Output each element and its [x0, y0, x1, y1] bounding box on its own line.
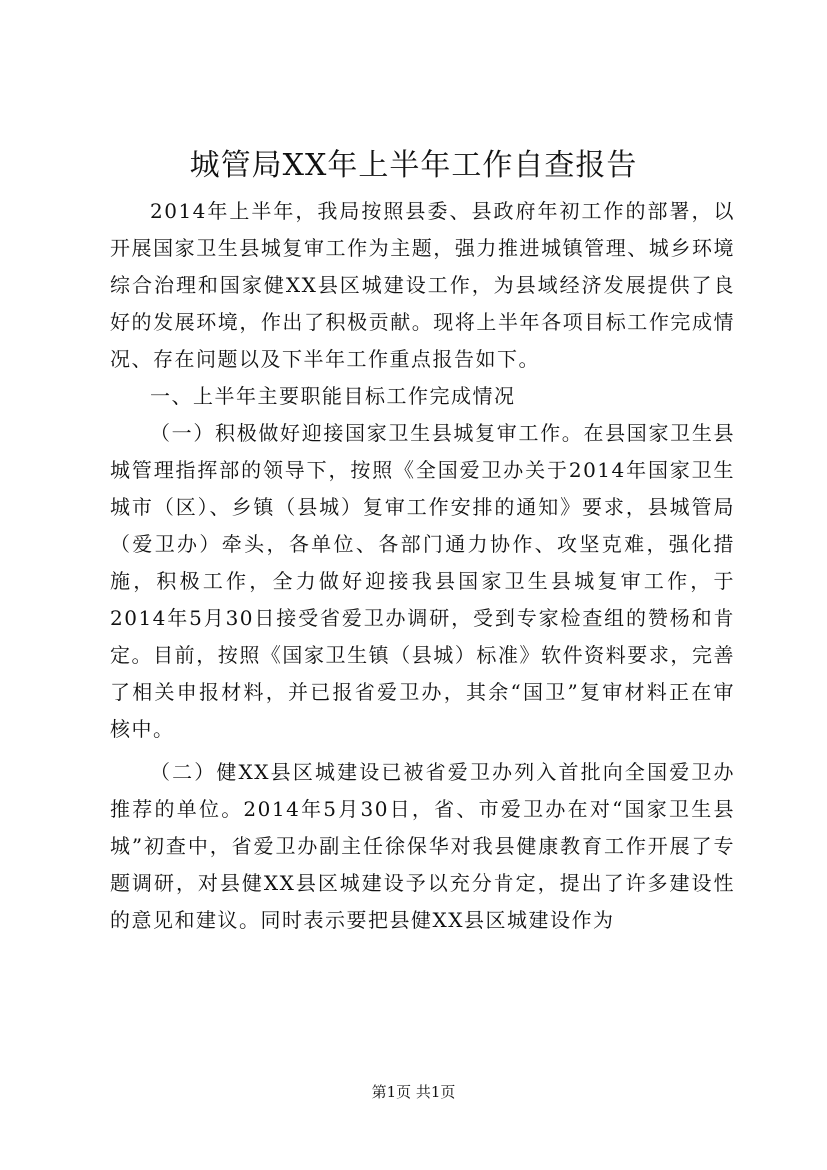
- section-heading: 一、上半年主要职能目标工作完成情况: [150, 384, 516, 408]
- intro-paragraph: 2014年上半年，我局按照县委、县政府年初工作的部署，以开展国家卫生县城复审工作为主题，强力推进城镇管理、城乡环境综合治理和国家健XX县区城建设工作，为县域经济发展提供了良好的发展环境，作出了积极贡献。现将上半年各项目标工作完成情况、存在问题以及下半年工作重点报告如下。: [110, 199, 735, 371]
- document-body: [110, 193, 735, 939]
- subsection-paragraph-1: （一）积极做好迎接国家卫生县城复审工作。在县国家卫生县城管理指挥部的领导下，按照《全国爱卫办关于2014年国家卫生城市（区）、乡镇（县城）复审工作安排的通知》要求，县城管局（爱卫办）牵头，各单位、各部门通力协作、攻坚克难，强化措施，积极工作，全力做好迎接我县国家卫生县城复审工作，于2014年5月30日接受省爱卫办调研，受到专家检查组的赞杨和肯定。目前，按照《国家卫生镇（县城）标准》软件资料要求，完善了相关申报材料，并已报省爱卫办，其余“国卫”复审材料正在审核中。: [110, 421, 735, 741]
- document-title: 城管局XX年上半年工作自查报告: [189, 148, 638, 183]
- page-footer: 第1页 共1页: [371, 1083, 456, 1101]
- subsection-paragraph-2: （二）健XX县区城建设已被省爱卫办列入首批向全国爱卫办推荐的单位。2014年5月30日，省、市爱卫办在对“国家卫生县城”初查中，省爱卫办副主任徐保华对我县健康教育工作开展了专题调研，对县健XX县区城建设予以充分肯定，提出了许多建设性的意见和建议。同时表示要把县健XX县区城建设作为: [110, 760, 735, 932]
